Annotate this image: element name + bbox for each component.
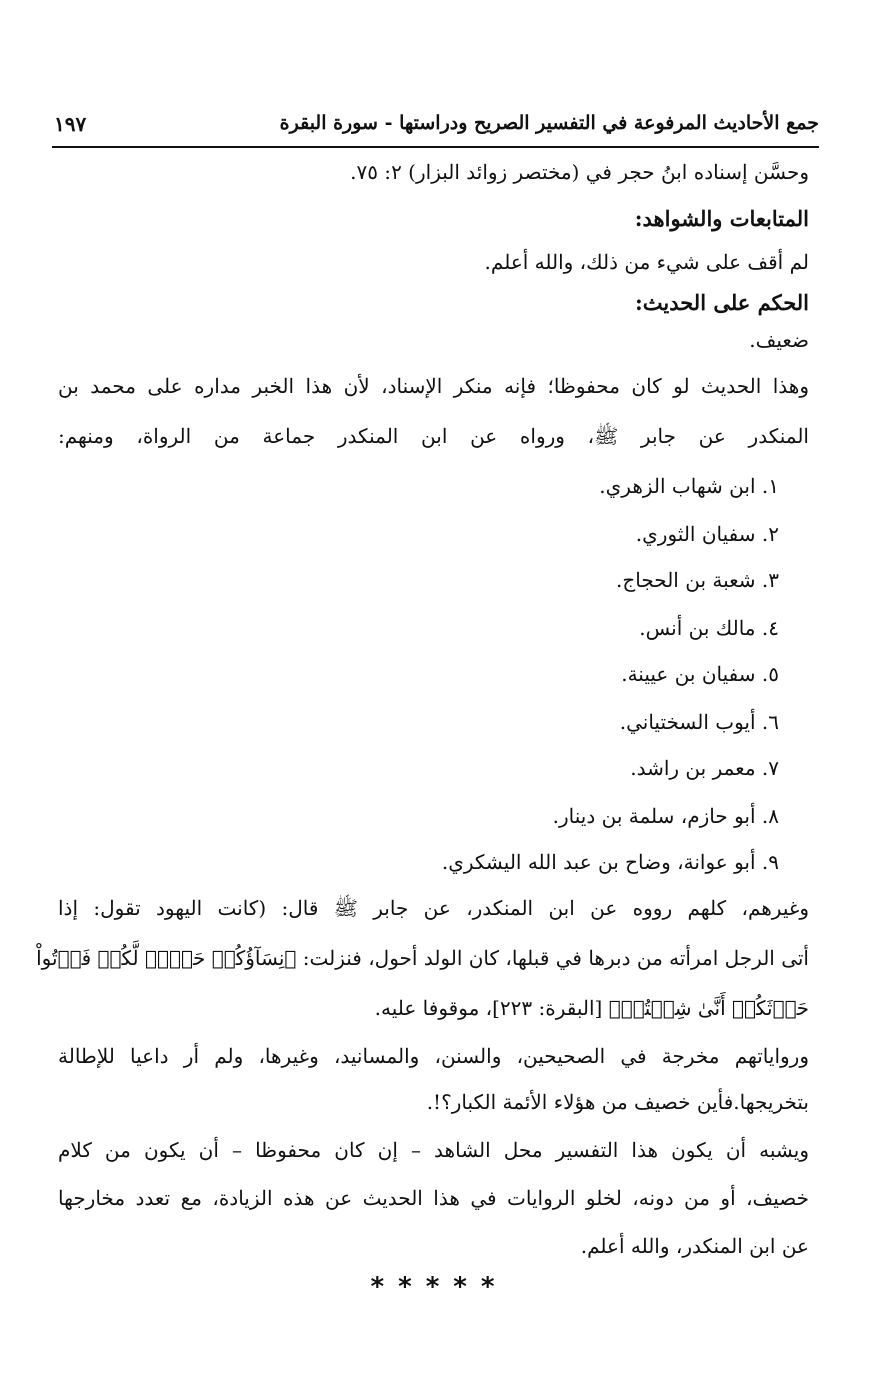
list-item: ٥. سفيان بن عيينة.	[621, 662, 779, 686]
paragraph-line: المنكدر عن جابر ﷺ، ورواه عن ابن المنكدر جماعة من الرواة، ومنهم:	[58, 424, 809, 448]
running-header	[52, 112, 819, 146]
paragraph-line: ويشبه أن يكون هذا التفسير محل الشاهد – إن كان محفوظا – أن يكون من كلام	[58, 1138, 809, 1162]
list-item: ١. ابن شهاب الزهري.	[599, 474, 779, 498]
text-line: ضعيف.	[749, 328, 809, 352]
section-heading: الحكم على الحديث:	[635, 290, 809, 315]
paragraph-line: ورواياتهم مخرجة في الصحيحين، والسنن، والمسانيد، وغيرها، ولم أر داعيا للإطالة	[58, 1044, 809, 1068]
list-item: ٩. أبو عوانة، وضاح بن عبد الله اليشكري.	[441, 850, 779, 874]
list-item: ٧. معمر بن راشد.	[630, 756, 779, 780]
header-divider	[52, 146, 819, 148]
paragraph-line: وغيرهم، كلهم رووه عن ابن المنكدر، عن جابر ﷺ قال: (كانت اليهود تقول: إذا	[58, 896, 809, 920]
section-heading: المتابعات والشواهد:	[634, 206, 809, 231]
list-item: ٢. سفيان الثوري.	[635, 522, 779, 546]
paragraph-line: وهذا الحديث لو كان محفوظا؛ فإنه منكر الإسناد، لأن هذا الخبر مداره على محمد بن	[58, 374, 809, 398]
paragraph-line: حَرۡثَكُمۡ أَنَّىٰ شِئۡتُمۡ﴾ [البقرة: ٢٢٣]، موقوفا عليه.	[374, 996, 809, 1020]
section-end-stars: *****	[370, 1272, 509, 1302]
paragraph-line: عن ابن المنكدر، والله أعلم.	[580, 1234, 809, 1258]
list-item: ٤. مالك بن أنس.	[639, 616, 779, 640]
text-line: لم أقف على شيء من ذلك، والله أعلم.	[484, 250, 809, 274]
page-number: ١٩٧	[54, 112, 87, 136]
text-line: وحسَّن إسناده ابنُ حجر في (مختصر زوائد البزار) ٢: ٧٥.	[350, 160, 809, 184]
paragraph-line: بتخريجها.فأين خصيف من هؤلاء الأئمة الكبار؟!.	[426, 1090, 809, 1114]
header-title: جمع الأحاديث المرفوعة في التفسير الصريح ودراستها - سورة البقرة	[279, 112, 819, 134]
paragraph-line: خصيف، أو من دونه، لخلو الروايات في هذا الحديث عن هذه الزيادة، مع تعدد مخارجها	[58, 1186, 809, 1210]
list-item: ٨. أبو حازم، سلمة بن دينار.	[552, 804, 779, 828]
paragraph-line: أتى الرجل امرأته من دبرها في قبلها، كان الولد أحول، فنزلت: ﴿نِسَآؤُكُمۡ حَرۡثٞ لَّكُمۡ فَأۡتُواْ	[36, 946, 809, 970]
list-item: ٦. أيوب السختياني.	[619, 710, 779, 734]
list-item: ٣. شعبة بن الحجاج.	[616, 568, 779, 592]
